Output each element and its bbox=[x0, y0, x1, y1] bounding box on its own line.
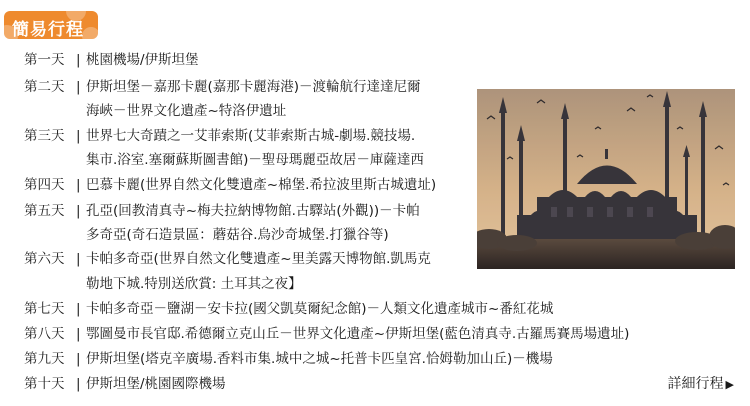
day-separator: | bbox=[76, 326, 81, 342]
day-label: 第四天 bbox=[24, 177, 65, 193]
day-row bbox=[24, 48, 199, 72]
day-separator: | bbox=[76, 251, 81, 267]
day-row bbox=[24, 247, 431, 271]
day-separator: | bbox=[76, 376, 81, 392]
day-text: 伊斯坦堡/桃園國際機場 bbox=[86, 376, 226, 392]
day-separator: | bbox=[76, 301, 81, 317]
day-row bbox=[24, 173, 436, 197]
day-text-continued: 海峽－世界文化遺產~特洛伊遺址 bbox=[86, 103, 287, 119]
day-text: 伊斯坦堡－嘉那卡麗(嘉那卡麗海港)－渡輪航行達達尼爾 bbox=[86, 79, 421, 95]
day-row bbox=[24, 199, 420, 223]
detail-itinerary-label[interactable]: 詳細行程 bbox=[667, 376, 724, 392]
day-row bbox=[24, 297, 553, 321]
day-label: 第十天 bbox=[24, 376, 65, 392]
detail-itinerary-link[interactable] bbox=[668, 372, 734, 397]
day-text: 世界七大奇蹟之一艾菲索斯(艾菲索斯古城-劇場.競技場. bbox=[86, 128, 416, 144]
section-title-badge bbox=[4, 11, 98, 39]
badge-decor-dot bbox=[82, 27, 98, 39]
day-text: 卡帕多奇亞(世界自然文化雙遺產~里美露天博物館.凱馬克 bbox=[86, 251, 431, 267]
day-label: 第三天 bbox=[24, 128, 65, 144]
day-text: 鄂圖曼市長官邸.希德爾立克山丘－世界文化遺產~伊斯坦堡(藍色清真寺.古羅馬賽馬場遺址) bbox=[86, 326, 630, 342]
day-row bbox=[24, 124, 415, 148]
day-text: 伊斯坦堡(塔克辛廣場.香料市集.城中之城~托普卡匹皇宮.恰姆勒加山丘)－機場 bbox=[86, 351, 553, 367]
day-label: 第九天 bbox=[24, 351, 65, 367]
day-row bbox=[24, 372, 226, 396]
day-separator: | bbox=[76, 128, 81, 144]
day-separator: | bbox=[76, 52, 81, 68]
day-label: 第七天 bbox=[24, 301, 65, 317]
day-separator: | bbox=[76, 79, 81, 95]
play-arrow-icon: ▶ bbox=[725, 378, 734, 391]
day-text-continued: 集市.浴室.塞爾蘇斯圖書館)－聖母瑪麗亞故居－庫薩達西 bbox=[86, 152, 424, 168]
day-separator: | bbox=[76, 203, 81, 219]
day-text: 桃園機場/伊斯坦堡 bbox=[86, 52, 199, 68]
day-text: 巴慕卡麗(世界自然文化雙遺產~棉堡.希拉波里斯古城遺址) bbox=[86, 177, 437, 193]
day-separator: | bbox=[76, 177, 81, 193]
day-text-continued: 多奇亞(奇石造景區：蘑菇谷.烏沙奇城堡.打獵谷等) bbox=[86, 227, 389, 243]
day-row bbox=[24, 322, 629, 346]
blue-mosque-photo bbox=[477, 89, 735, 269]
day-label: 第一天 bbox=[24, 52, 65, 68]
mosque-illustration bbox=[477, 89, 735, 269]
day-row bbox=[24, 347, 553, 371]
day-label: 第二天 bbox=[24, 79, 65, 95]
section-title: 簡易行程 bbox=[12, 20, 84, 39]
day-label: 第六天 bbox=[24, 251, 65, 267]
day-text: 孔亞(回教清真寺~梅夫拉納博物館.古驛站(外觀))－卡帕 bbox=[86, 203, 420, 219]
day-label: 第五天 bbox=[24, 203, 65, 219]
day-text: 卡帕多奇亞－鹽湖－安卡拉(國父凱莫爾紀念館)－人類文化遺產城市~番紅花城 bbox=[86, 301, 554, 317]
day-label: 第八天 bbox=[24, 326, 65, 342]
day-text-continued: 勒地下城.特別送欣賞: 土耳其之夜】 bbox=[86, 276, 302, 292]
day-separator: | bbox=[76, 351, 81, 367]
day-row bbox=[24, 75, 421, 99]
